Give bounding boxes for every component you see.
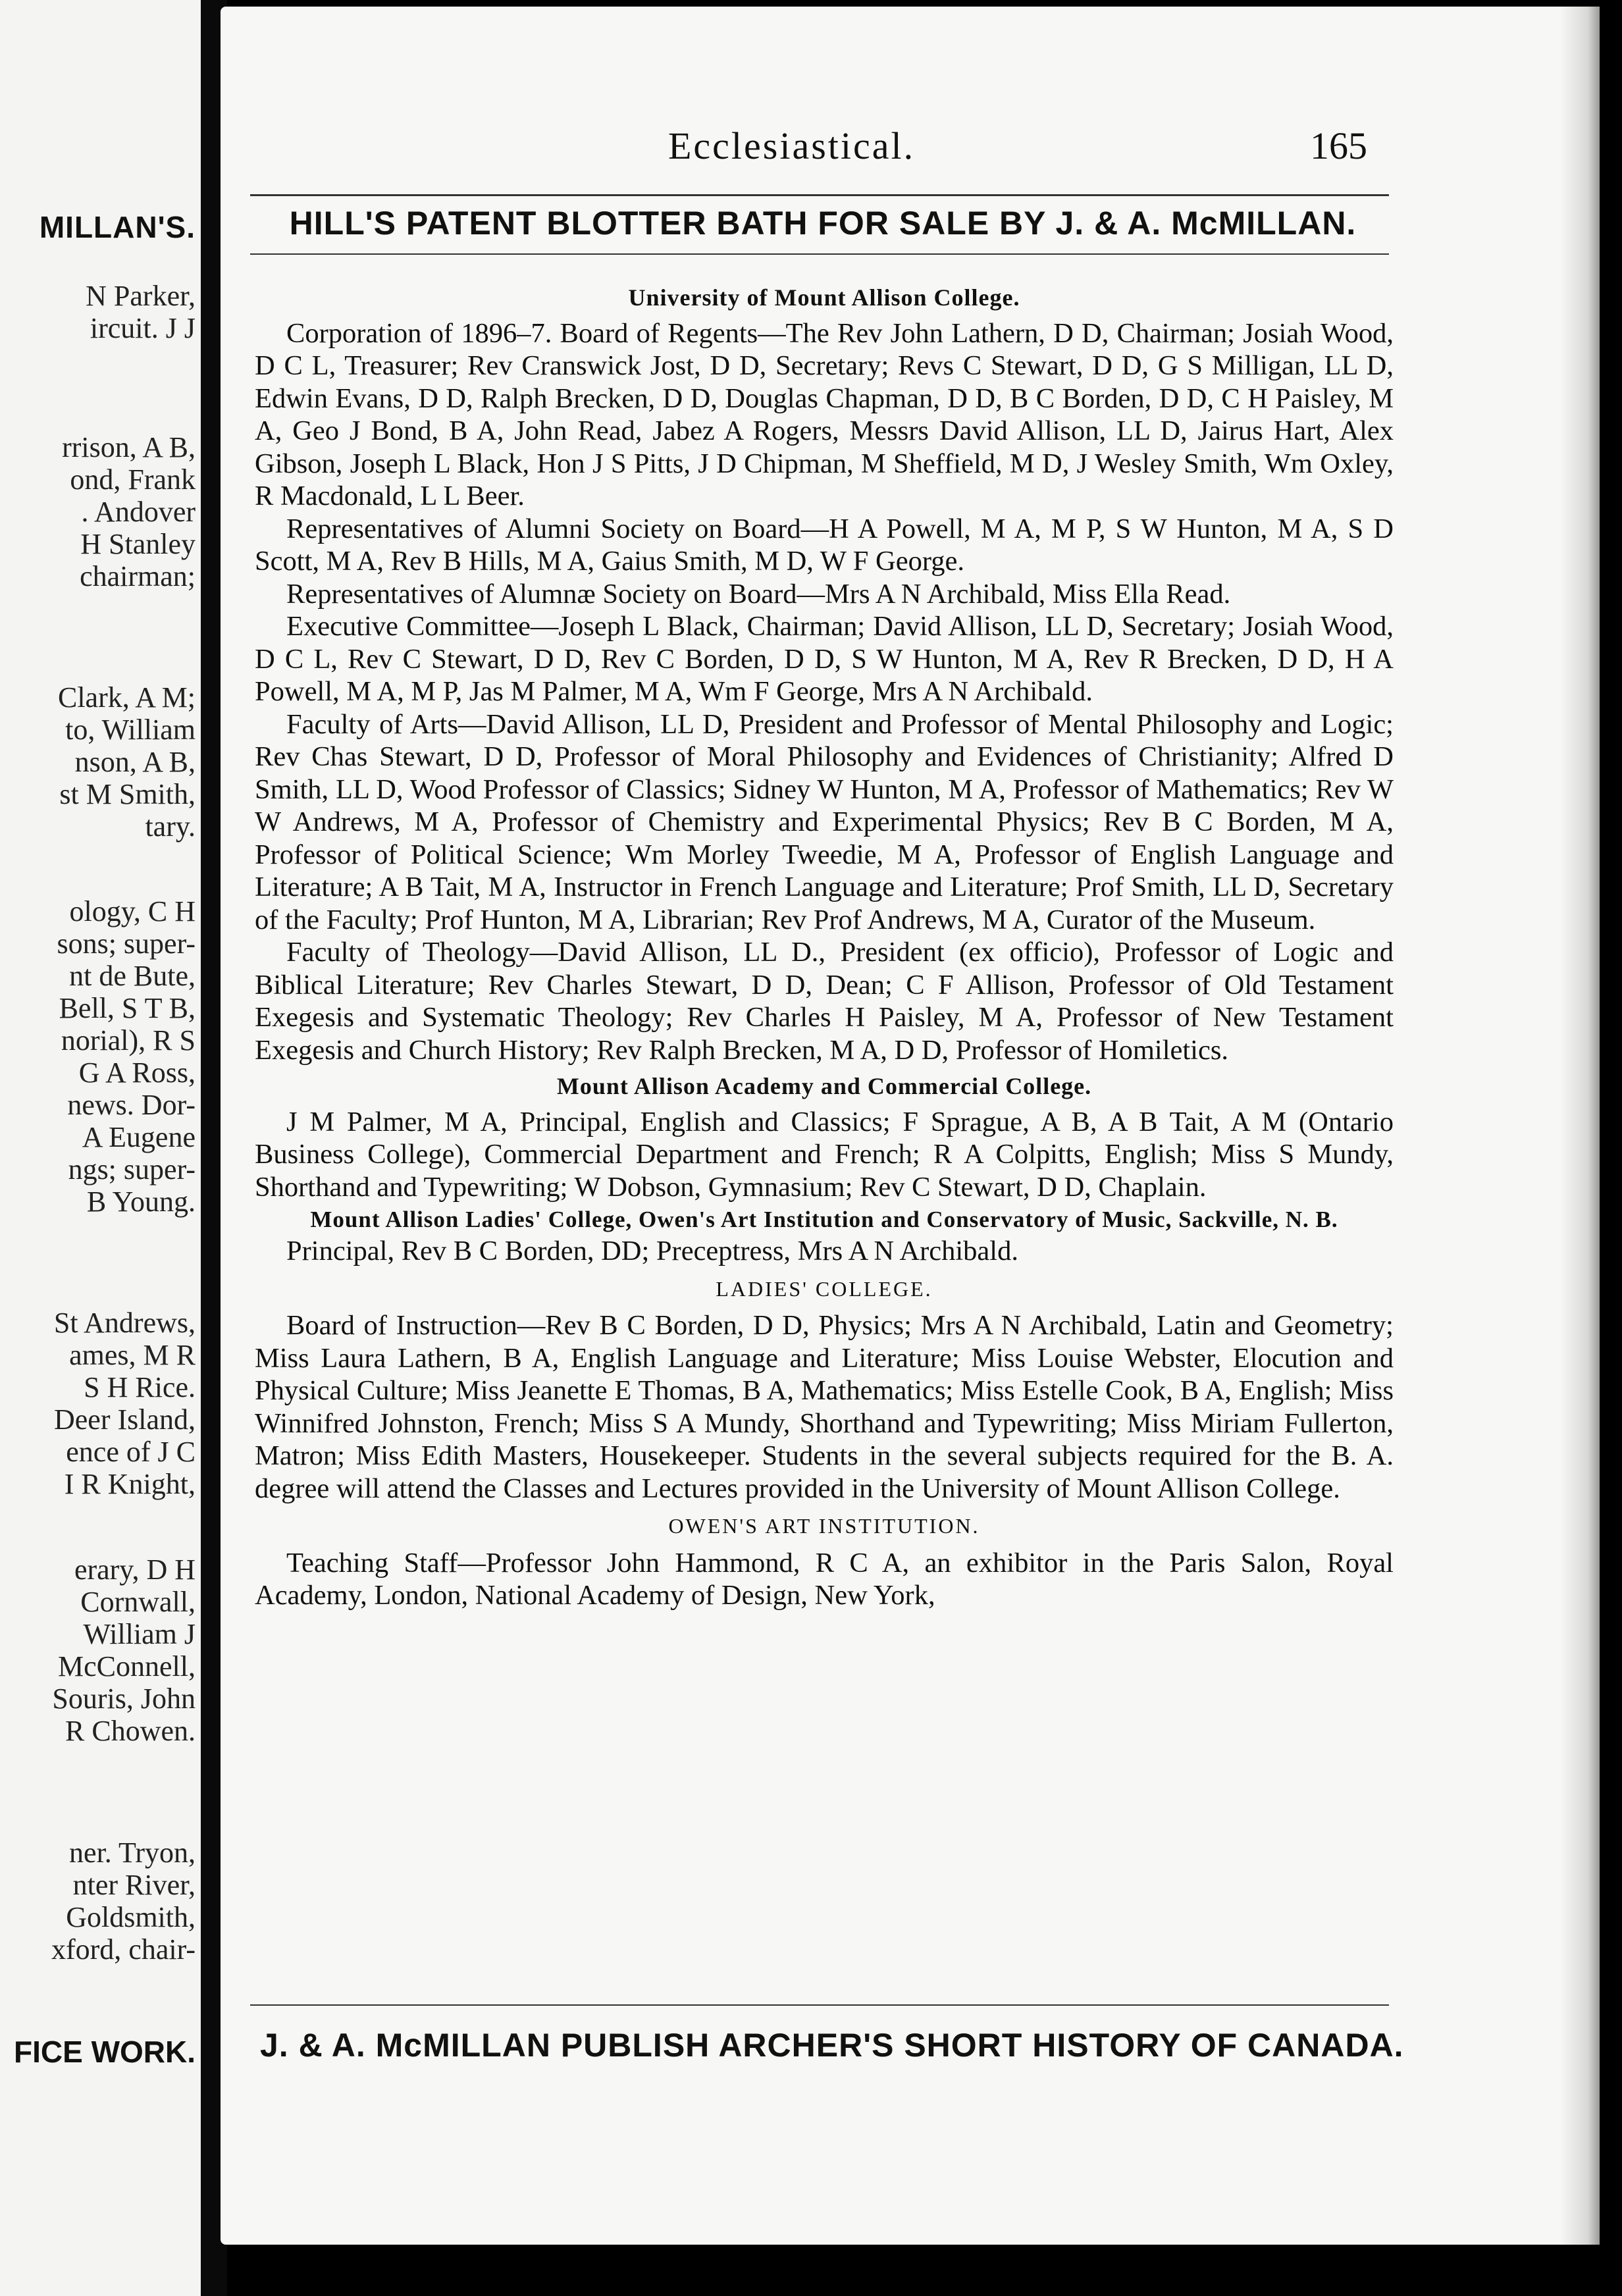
paragraph-board-of-instruction: Board of Instruction—Rev B C Borden, D D, Physics; Mrs A N Archibald, Latin and Geometry; Miss Laura Lathern, B A, English Language and Literature; Miss Louise Webster, Elocution and Physical Culture; Miss Jeanette E Thomas, B A, Mathematics; Miss Estelle Cook, B A, English; Miss Winnifred Johnston, French; Miss S A Mundy, Shorthand and Typewriting; Miss Miriam Fullerton, Matron; Miss Edith Masters, Housekeeper. Students in the several subjects required for the B. A. degree will attend the Classes and Lectures provided in the University of Mount Allison College. [255, 1310, 1394, 1504]
heading-owens-art: OWEN'S ART INSTITUTION. [668, 1514, 980, 1538]
paragraph-executive: Executive Committee—Joseph L Black, Chairman; David Allison, LL D, Secretary; Josiah Wood, D C L, Rev C Stewart, D D, Rev C Borden, D D, S W Hunton, M A, Rev R Brecken, D D, H A Powell, M A, M P, Jas M Palmer, M A, Wm F George, Mrs A N Archibald. [255, 611, 1394, 707]
left-page-line: tary. [145, 810, 196, 843]
left-page-line: I R Knight, [64, 1468, 196, 1500]
left-page-line: ircuit. J J [90, 312, 196, 344]
left-page-line: ames, M R [69, 1339, 196, 1371]
heading-university: University of Mount Allison College. [628, 284, 1020, 311]
heading-ladies-college-institution: Mount Allison Ladies' College, Owen's Art Institution and Conservatory of Music, Sackville, N. B. [310, 1207, 1338, 1232]
left-page-line: St Andrews, [53, 1307, 196, 1339]
left-page-line: erary, D H [74, 1553, 196, 1586]
top-rule-lower [250, 253, 1389, 255]
left-page-line: Souris, John [52, 1683, 196, 1715]
left-page-fragment [0, 0, 201, 2296]
left-page-line: Bell, S T B, [59, 992, 196, 1024]
paragraph-faculty-theology: Faculty of Theology—David Allison, LL D., President (ex officio), Professor of Logic and Biblical Literature; Rev Charles Stewart, D D, Dean; C F Allison, Professor of Old Testament Exegesis and Systematic Theology; Rev Charles H Paisley, M A, Professor of New Testament Exegesis and Church History; Rev Ralph Brecken, M A, D D, Professor of Homiletics. [255, 937, 1394, 1066]
left-page-line: nson, A B, [74, 746, 196, 778]
right-page [221, 7, 1600, 2245]
left-page-line: Cornwall, [80, 1586, 196, 1618]
left-page-line: rrison, A B, [62, 431, 196, 463]
heading-academy: Mount Allison Academy and Commercial College. [556, 1073, 1092, 1099]
left-page-header: MILLAN'S. [39, 210, 196, 244]
left-page-line: ner. Tryon, [69, 1837, 196, 1869]
left-page-footer: FICE WORK. [14, 2035, 196, 2069]
left-page-line: ence of J C [66, 1436, 196, 1468]
page-number: 165 [1310, 124, 1367, 167]
left-page-line: N Parker, [86, 280, 196, 312]
left-page-line: sons; super- [57, 927, 196, 960]
left-page-line: st M Smith, [59, 778, 196, 810]
heading-ladies-college: LADIES' COLLEGE. [716, 1276, 933, 1301]
left-page-line: S H Rice. [84, 1371, 196, 1403]
bottom-rule [250, 2004, 1389, 2006]
left-page-line: B Young. [86, 1186, 196, 1218]
left-page-line: norial), R S [61, 1024, 196, 1057]
left-page-line: chairman; [80, 560, 196, 592]
paragraph-principal: Principal, Rev B C Borden, DD; Preceptress, Mrs A N Archibald. [286, 1236, 1018, 1266]
paragraph-teaching-staff: Teaching Staff—Professor John Hammond, R C A, an exhibitor in the Paris Salon, Royal Academy, London, National Academy of Design, New York, [255, 1547, 1394, 1611]
left-page-line: . Andover [81, 496, 196, 528]
paragraph-alumni: Representatives of Alumni Society on Board—H A Powell, M A, M P, S W Hunton, M A, S D Scott, M A, Rev B Hills, M A, Gaius Smith, M D, W F George. [255, 513, 1394, 577]
left-page-line: ology, C H [69, 895, 196, 927]
page-edge-shadow [1560, 7, 1600, 2245]
left-page-line: Goldsmith, [66, 1901, 196, 1933]
running-head [221, 124, 1600, 170]
left-page-line: xford, chair- [51, 1933, 196, 1966]
left-page-line: H Stanley [80, 528, 196, 560]
top-rule [250, 194, 1389, 196]
left-page-line: R Chowen. [65, 1715, 196, 1747]
main-text-column [255, 278, 1394, 1612]
left-page-line: A Eugene [82, 1121, 196, 1153]
left-page-line: nter River, [72, 1869, 196, 1901]
left-page-line: Clark, A M; [57, 681, 196, 714]
left-page-line: news. Dor- [67, 1089, 196, 1121]
paragraph-alumnae: Representatives of Alumnæ Society on Board—Mrs A N Archibald, Miss Ella Read. [286, 578, 1231, 610]
paragraph-academy: J M Palmer, M A, Principal, English and Classics; F Sprague, A B, A B Tait, A M (Ontario Business College), Commercial Department and French; R A Colpitts, English; Miss S Mundy, Shorthand and Typewriting; W Dobson, Gymnasium; Rev C Stewart, D D, Chaplain. [255, 1106, 1394, 1203]
paragraph-corporation: Corporation of 1896–7. Board of Regents—The Rev John Lathern, D D, Chairman; Josiah Wood, D C L, Treasurer; Rev Cranswick Jost, D D, Secretary; Revs C Stewart, D D, G S Milligan, LL D, Edwin Evans, D D, Ralph Brecken, D D, Douglas Chapman, D D, B C Borden, D D, C H Paisley, M A, Geo J Bond, B A, John Read, Jabez A Rogers, Messrs David Allison, LL D, Jairus Hart, Alex Gibson, Joseph L Black, Hon J S Pitts, J D Chipman, M Sheffield, M D, J Wesley Smith, Wm Oxley, R Macdonald, L L Beer. [255, 317, 1394, 511]
top-advertisement: HILL'S PATENT BLOTTER BATH FOR SALE BY J. & A. McMILLAN. [289, 205, 1357, 242]
left-page-line: to, William [65, 714, 196, 746]
left-page-line: G A Ross, [78, 1057, 196, 1089]
left-page-line: ngs; super- [68, 1153, 196, 1186]
bottom-advertisement: J. & A. McMILLAN PUBLISH ARCHER'S SHORT HISTORY OF CANADA. [260, 2027, 1404, 2064]
running-title: Ecclesiastical. [668, 124, 916, 167]
left-page-line: William J [83, 1618, 196, 1650]
left-page-line: ond, Frank [70, 463, 196, 496]
left-page-line: nt de Bute, [69, 960, 196, 992]
left-page-line: McConnell, [58, 1650, 196, 1683]
paragraph-faculty-arts: Faculty of Arts—David Allison, LL D, President and Professor of Mental Philosophy and Logic; Rev Chas Stewart, D D, Professor of Moral Philosophy and Evidences of Christianity; Alfred D Smith, LL D, Wood Professor of Classics; Sidney W Hunton, M A, Professor of Mathematics; Rev W W Andrews, M A, Professor of Chemistry and Experimental Physics; Rev B C Borden, M A, Professor of Political Science; Wm Morley Tweedie, M A, Professor of English Language and Literature; A B Tait, M A, Instructor in French Language and Literature; Prof Smith, LL D, Secretary of the Faculty; Prof Hunton, M A, Librarian; Rev Prof Andrews, M A, Curator of the Museum. [255, 708, 1394, 935]
left-page-line: Deer Island, [53, 1403, 196, 1436]
